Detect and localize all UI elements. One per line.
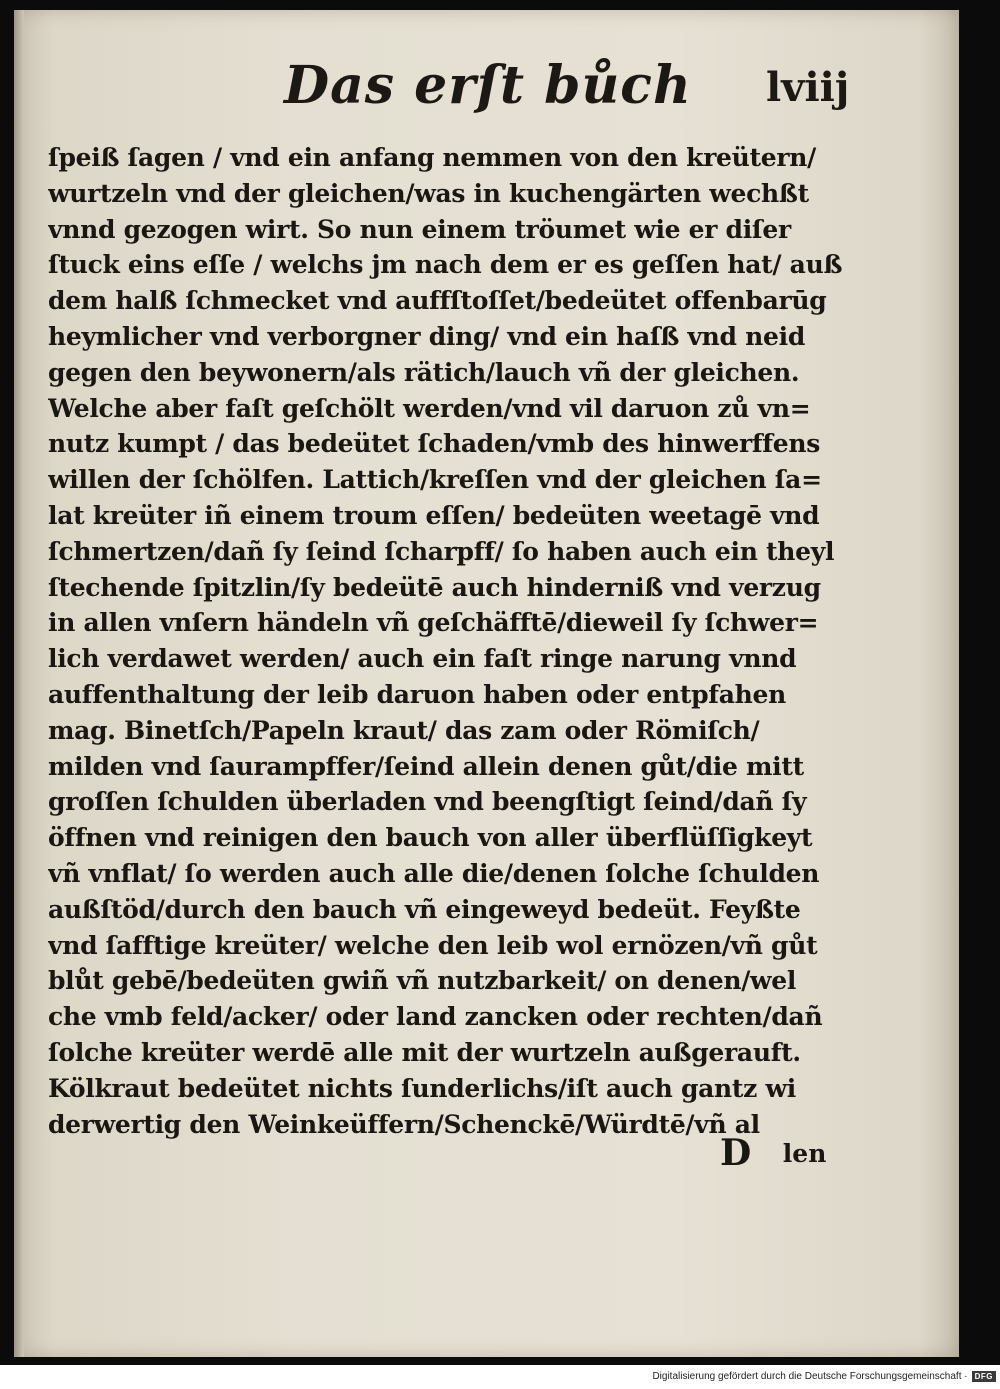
text-line: milden vnd ſaurampffer/ſeind allein denen gůt/die mitt [48, 751, 804, 781]
text-line: derwertig den Weinkeüffern/Schenckē/Würdtē/vñ al [48, 1109, 760, 1139]
dfg-logo: DFG [972, 1371, 996, 1382]
book-page [14, 10, 959, 1357]
text-line: lat kreüter iñ einem troum eſſen/ bedeüten weetagē vnd [48, 500, 820, 530]
text-line: gegen den beywonern/als rätich/lauch vñ der gleichen. [48, 357, 800, 387]
text-line: ſolche kreüter werdē alle mit der wurtzeln außgerauft. [48, 1037, 801, 1067]
text-line: dem halß ſchmecket vnd auffſtoſſet/bedeütet offenbarūg [48, 286, 827, 316]
text-line: nutz kumpt / das bedeütet ſchaden/vmb des hinwerffens [48, 429, 821, 459]
running-head: Das erſt bůch [284, 55, 692, 116]
digitization-credit [652, 1371, 996, 1382]
credit-text: Digitalisierung gefördert durch die Deutsche Forschungsgemeinschaft · [652, 1371, 968, 1382]
text-line: willen der ſchölfen. Lattich/kreſſen vnd der gleichen ſa= [48, 465, 822, 495]
text-line: lich verdawet werden/ auch ein faſt ringe narung vnnd [48, 644, 797, 674]
signature-line [720, 1132, 850, 1174]
catchword: len [782, 1138, 827, 1168]
text-line: wurtzeln vnd der gleichen/was in kuchengärten wechßt [48, 178, 809, 208]
text-line: ſtuck eins eſſe / welchs jm nach dem er es geſſen hat/ auß [48, 250, 843, 280]
page-spine-shadow [14, 10, 24, 1357]
text-line: vnnd gezogen wirt. So nun einem tröumet wie er diſer [48, 214, 791, 244]
signature-mark: D [720, 1132, 752, 1174]
body-text [48, 140, 848, 1142]
text-line: heymlicher vnd verborgner ding/ vnd ein haſß vnd neid [48, 321, 806, 351]
text-line: ſpeiß ſagen / vnd ein anfang nemmen von den kreütern/ [48, 143, 816, 172]
text-line: ſtechende ſpitzlin/ſy bedeütē auch hinderniß vnd verzug [48, 572, 821, 602]
text-line: außſtöd/durch den bauch vñ eingeweyd bedeüt. Feyßte [48, 894, 801, 924]
text-line: ſchmertzen/dañ ſy ſeind ſcharpff/ ſo haben auch ein theyl [48, 536, 835, 566]
text-line: Welche aber faſt geſchölt werden/vnd vil daruon zů vn= [48, 393, 811, 423]
text-line: in allen vnſern händeln vñ geſchäfftē/dieweil ſy ſchwer= [48, 608, 819, 638]
text-line: che vmb feld/acker/ oder land zancken oder rechten/dañ [48, 1002, 823, 1032]
text-line: vnd ſafftige kreüter/ welche den leib wol ernözen/vñ gůt [48, 930, 818, 960]
text-line: auffenthaltung der leib daruon haben oder entpfahen [48, 679, 786, 709]
text-line: blůt gebē/bedeüten gwiñ vñ nutzbarkeit/ on denen/wel [48, 966, 797, 996]
text-line: öffnen vnd reinigen den bauch von aller überflüſſigkeyt [48, 823, 813, 853]
folio-number: lviij [766, 64, 850, 111]
text-line: vñ vnflat/ ſo werden auch alle die/denen ſolche ſchulden [48, 858, 820, 888]
text-line: mag. Binetſch/Papeln kraut/ das zam oder Römiſch/ [48, 715, 760, 745]
text-line: Kölkraut bedeütet nichts ſunderlichs/iſt auch gantz wi [48, 1073, 796, 1103]
text-line: groſſen ſchulden überladen vnd beengſtigt ſeind/dañ ſy [48, 787, 807, 817]
